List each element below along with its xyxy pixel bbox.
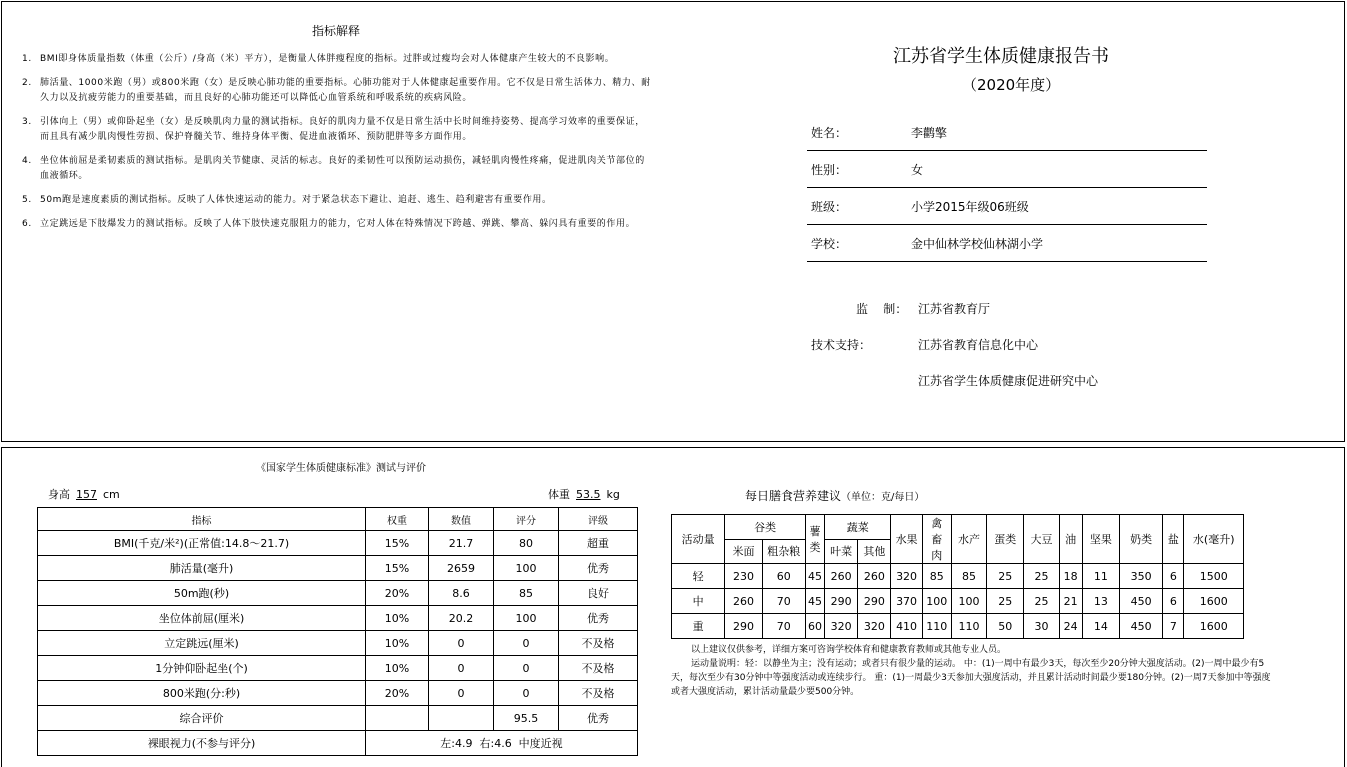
table-row: 坐位体前屈(厘米) 10% 20.2 100 优秀	[38, 606, 638, 631]
student-name: 李鹳擎	[911, 126, 948, 140]
nutrition-title: 每日膳食营养建议（单位：克/每日）	[745, 489, 925, 503]
explanation-item: 3. 引体向上（男）或仰卧起坐（女）是反映肌肉力量的测试指标。良好的肌肉力量不仅是日常生活中长时间维持姿势、提高学习效率的重要保证，而且具有减少肌肉慢性劳损、保护脊髓关节、维持身体平衡、促进血液循环、预防肥胖等多方面作用。	[22, 117, 645, 142]
report-title: 江苏省学生体质健康报告书	[893, 46, 1109, 67]
note-activity-explanation: 运动量说明：轻：以静坐为主；没有运动；或者只有很少量的运动。 中：(1)一周中有最少3天，每次至少20分钟大强度活动。(2)一周中最少有5天，每次至少有30分钟中等强度活动或连续步行。 重：(1)一周最少3天参加大强度活动，并且累计活动时间最少要180分钟。(2)一周7天参加中等强度或者大强度活动，累计活动量最少要500分钟。	[671, 659, 1271, 697]
student-gender: 女	[911, 163, 924, 177]
table-row: 肺活量(毫升) 15% 2659 100 优秀	[38, 556, 638, 581]
table-row: 1分钟仰卧起坐(个) 10% 0 0 不及格	[38, 656, 638, 681]
explanation-list	[22, 52, 652, 241]
table-header-row: 活动量 谷类 薯类 蔬菜 水果 禽畜肉 水产 蛋类 大豆 油 坚果 奶类 盐 水(毫升)	[672, 515, 1244, 540]
school-row: 学校： 金中仙林学校仙林湖小学	[807, 225, 1207, 262]
report-year: （2020年度）	[962, 76, 1061, 94]
table-row: 800米跑(分:秒) 20% 0 0 不及格	[38, 681, 638, 706]
explanation-item: 2. 肺活量、1000米跑（男）或800米跑（女）是反映心肺功能的重要指标。心肺功能对于人体健康起重要作用。它不仅是日常生活体力、精力、耐久力以及抗疲劳能力的重要基础，而且良好的心肺功能还可以降低心血管系统和呼吸系统的疾病风险。	[22, 78, 651, 103]
table-row: 轻 230 60 45 260 260 320 85 85 25 25 18 11 350 6 1500	[672, 564, 1244, 589]
nutrition-notes	[671, 643, 1271, 699]
table-row: 重 290 70 60 320 320 410 110 110 50 30 24 14 450 7 1600	[672, 614, 1244, 639]
tech-support-label: 技术支持：	[811, 338, 872, 352]
weight-field: 体重 53.5 kg	[548, 488, 620, 501]
explanation-item: 4. 坐位体前屈是柔韧素质的测试指标。是肌肉关节健康、灵活的标志。良好的柔韧性可以预防运动损伤，减轻肌肉慢性疼痛，促进肌肉关节部位的血液循环。	[22, 156, 645, 181]
table-row: 50m跑(秒) 20% 8.6 85 良好	[38, 581, 638, 606]
explanation-item: 6. 立定跳远是下肢爆发力的测试指标。反映了人体下肢快速克服阻力的能力，它对人体在特殊情况下跨越、弹跳、攀高、躲闪具有重要的作用。	[22, 219, 636, 229]
explanation-item: 1. BMI即身体质量指数（体重（公斤）/身高（米）平方），是衡量人体胖瘦程度的指标。过胖或过瘦均会对人体健康产生较大的不良影响。	[22, 54, 615, 64]
note-disclaimer: 以上建议仅供参考，详细方案可咨询学校体育和健康教育教师或其他专业人员。	[691, 645, 1007, 655]
tech-support-value-2: 江苏省学生体质健康促进研究中心	[918, 374, 1099, 388]
table-subheader-row: 米面 粗杂粮 叶菜 其他	[672, 539, 1244, 564]
class-row: 班级： 小学2015年级06班级	[807, 188, 1207, 225]
explanation-title: 指标解释	[312, 24, 361, 38]
student-class: 小学2015年级06班级	[911, 200, 1029, 214]
table-header-row: 指标 权重 数值 评分 评级	[38, 508, 638, 531]
explanation-item: 5. 50m跑是速度素质的测试指标。反映了人体快速运动的能力。对于紧急状态下避让、追赶、逃生、趋利避害有重要作用。	[22, 195, 552, 205]
overall-row: 综合评价 95.5 优秀	[38, 706, 638, 731]
table-row: BMI(千克/米²)(正常值:14.8～21.7) 15% 21.7 80 超重	[38, 531, 638, 556]
vision-row: 裸眼视力(不参与评分) 左:4.9 右:4.6 中度近视	[38, 731, 638, 756]
student-school: 金中仙林学校仙林湖小学	[911, 237, 1044, 251]
supervision-value: 江苏省教育厅	[918, 302, 991, 316]
gender-row: 性别： 女	[807, 151, 1207, 188]
nutrition-table	[671, 514, 1244, 639]
table-row: 立定跳远(厘米) 10% 0 0 不及格	[38, 631, 638, 656]
table-row: 中 260 70 45 290 290 370 100 100 25 25 21 13 450 6 1600	[672, 589, 1244, 614]
test-results-table	[37, 507, 638, 756]
supervision-label: 监 制：	[856, 302, 908, 316]
name-row: 姓名： 李鹳擎	[807, 114, 1207, 151]
height-field: 身高 157 cm	[48, 488, 120, 501]
test-title: 《国家学生体质健康标准》测试与评价	[256, 463, 426, 474]
tech-support-value-1: 江苏省教育信息化中心	[918, 338, 1039, 352]
